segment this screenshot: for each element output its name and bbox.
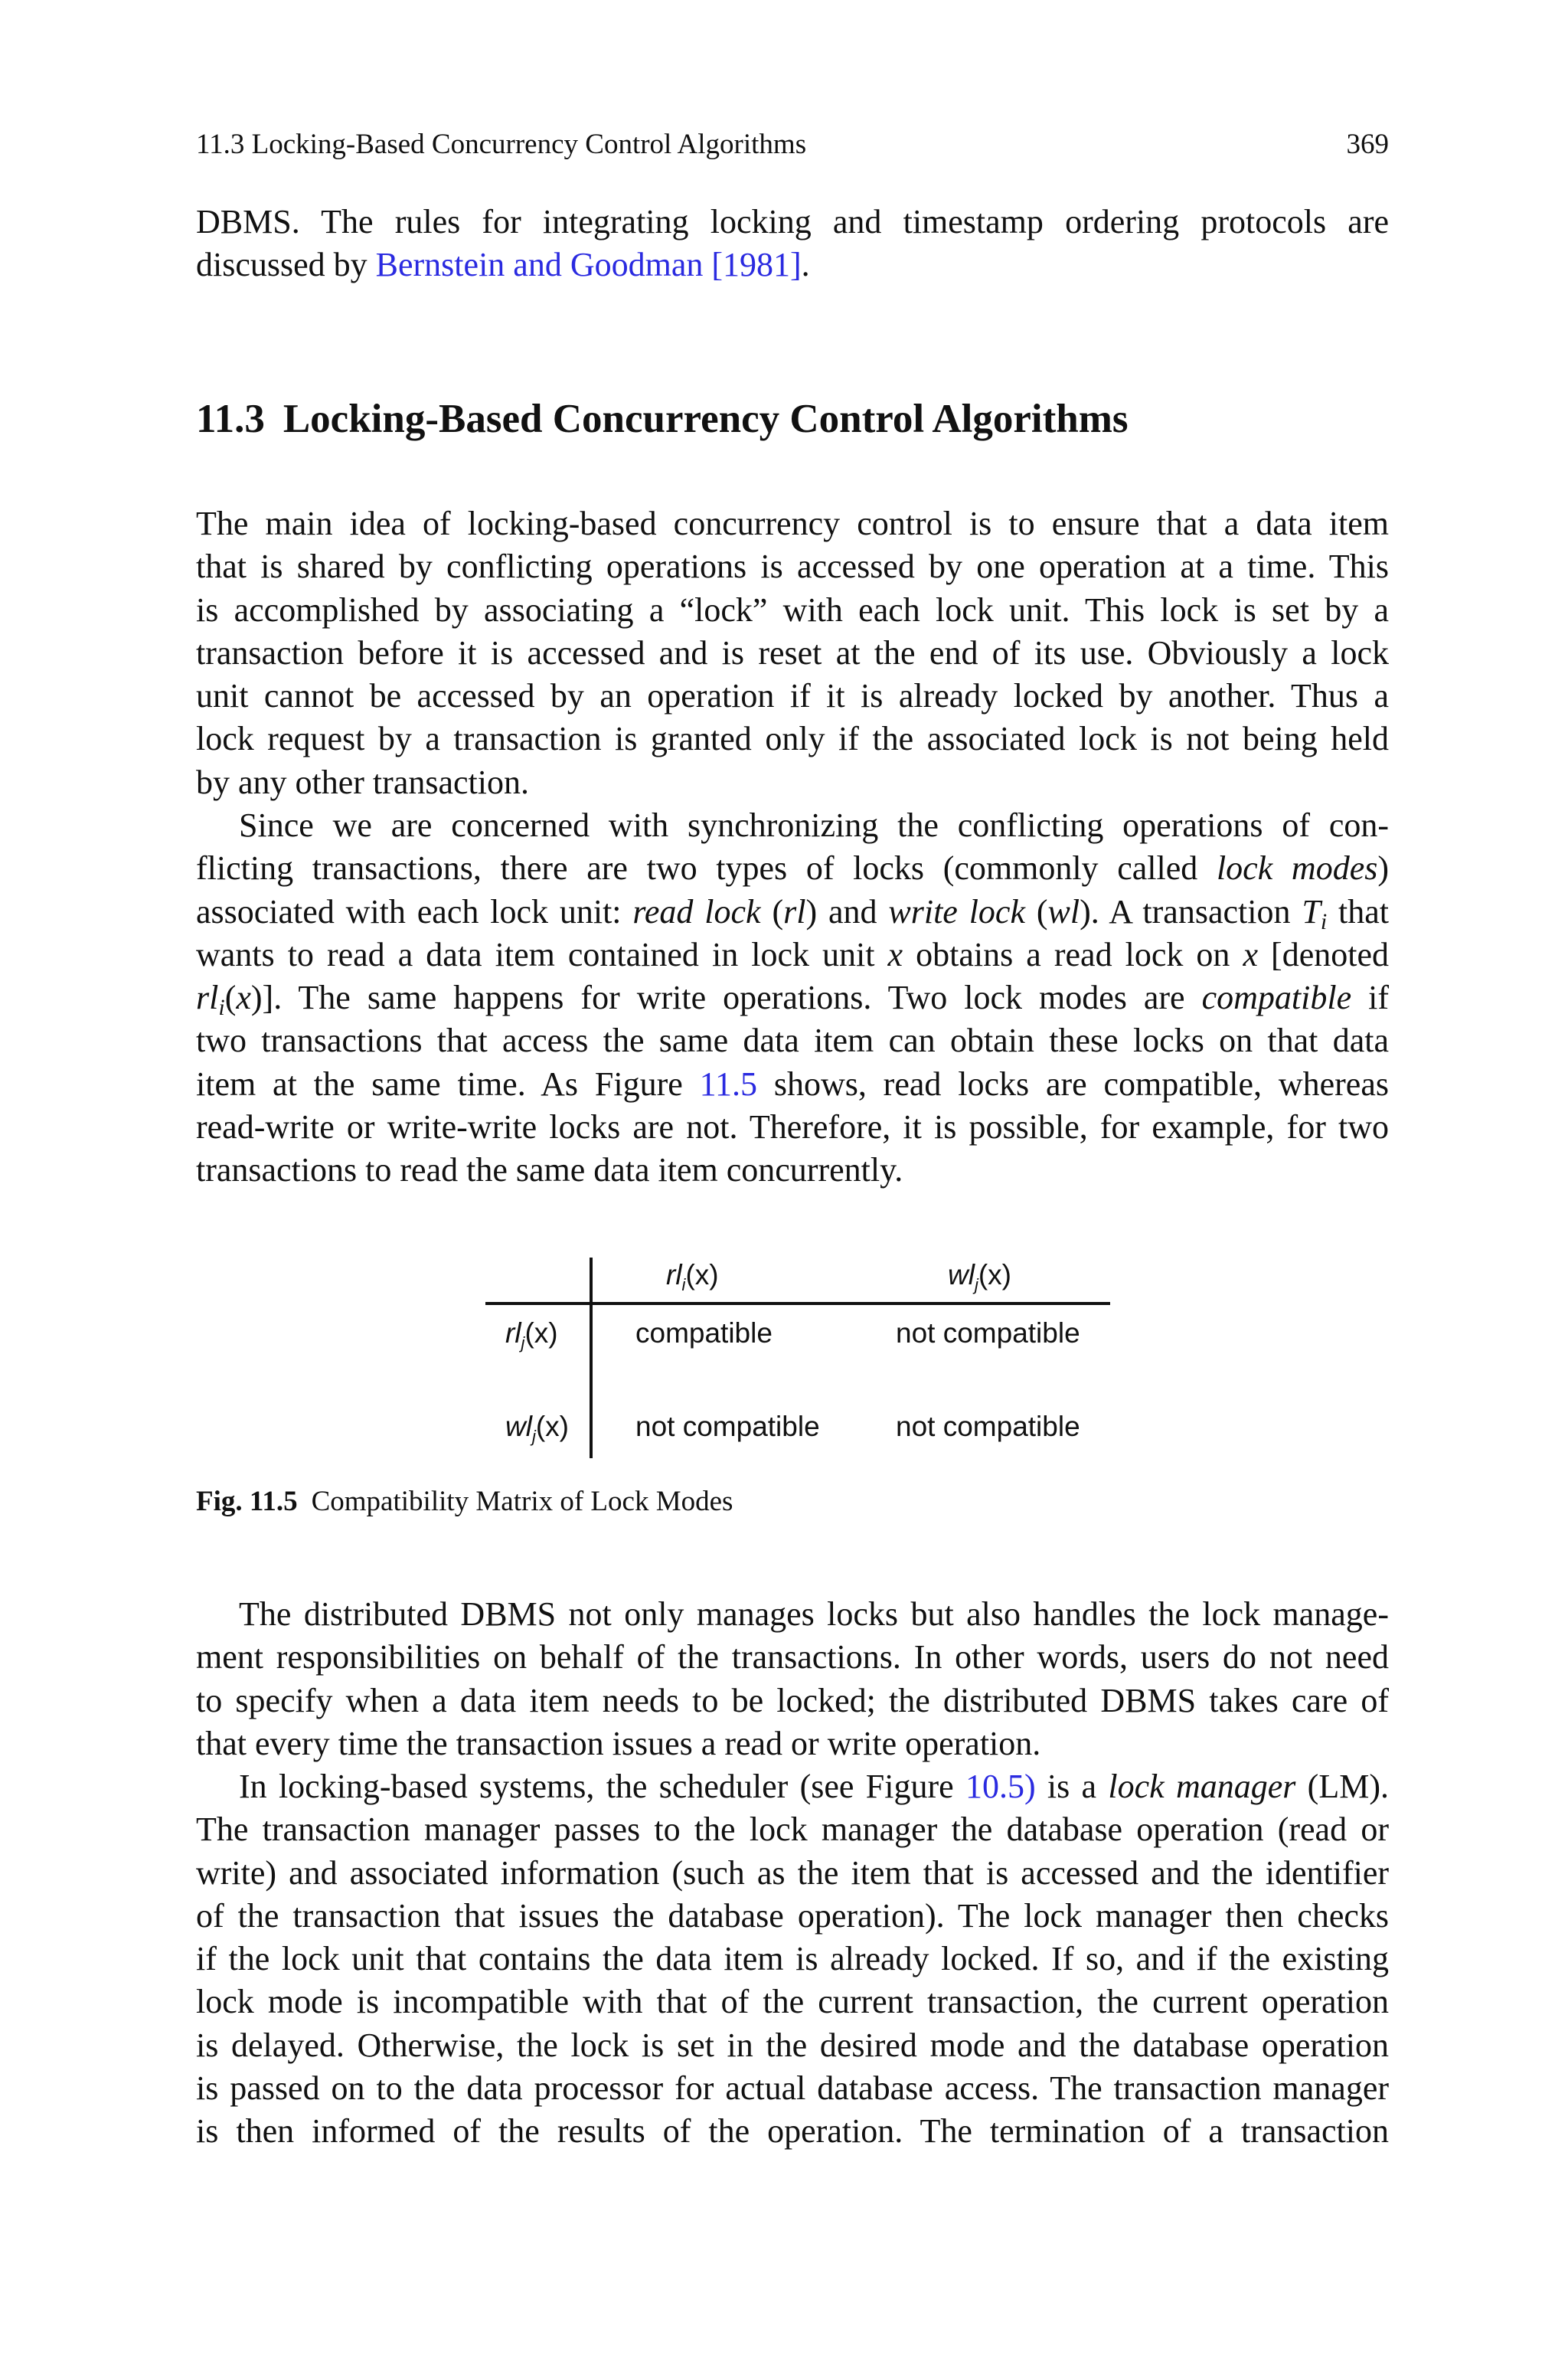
text-line: write) and associated information (such as the item that is accessed and the identifier [196, 1853, 1389, 1892]
running-header [196, 126, 1389, 164]
text-line: by any other transaction. [196, 763, 529, 801]
matrix-row-header-read-lock: $rl_j(x)$ [505, 1317, 558, 1353]
section-heading [196, 392, 1129, 446]
paragraph-locking-idea [196, 502, 1389, 804]
paragraph-lock-management [196, 1593, 1389, 1765]
text-line: ment responsibilities on behalf of the transactions. In other words, users do not need [196, 1638, 1389, 1676]
text-line: two transactions that access the same data item can obtain these locks on that data [196, 1022, 1389, 1060]
intro-line-1: DBMS. The rules for integrating locking and timestamp ordering protocols are [196, 203, 1389, 240]
text-line: to specify when a data item needs to be locked; the distributed DBMS takes care of [196, 1681, 1389, 1719]
figure-label: Fig. 11.5 [196, 1486, 298, 1517]
text-line: The transaction manager passes to the lock manager the database operation (read or [196, 1810, 1389, 1849]
paragraph-lock-modes [196, 804, 1389, 1192]
matrix-horizontal-rule [485, 1302, 1110, 1305]
figure-link-10-5[interactable]: 10.5) [965, 1768, 1036, 1805]
running-title: 11.3 Locking-Based Concurrency Control Algorithms [196, 129, 807, 160]
text-line: that every time the transaction issues a read or write operation. [196, 1724, 1041, 1762]
text-line: lock request by a transaction is granted only if the associated lock is not being held [196, 720, 1389, 758]
text-line: that is shared by conflicting operations is accessed by one operation at a time. This [196, 548, 1389, 586]
text-line: transactions to read the same data item concurrently. [196, 1151, 903, 1189]
text-line: is then informed of the results of the operation. The termination of a transaction [196, 2112, 1389, 2151]
matrix-col-header-write-lock: $wl_j(x)$ [948, 1259, 1011, 1294]
paragraph-lock-manager [196, 1765, 1389, 2154]
matrix-row-header-write-lock: $wl_j(x)$ [505, 1411, 569, 1446]
matrix-cell-wl-rl: not compatible [635, 1411, 820, 1442]
text-line: Since we are concerned with synchronizing the conflicting operations of con- [239, 806, 1389, 844]
text-line: wants to read a data item contained in lock unit x obtains a read lock on x [denoted [196, 935, 1389, 973]
matrix-cell-rl-rl: compatible [635, 1317, 773, 1349]
matrix-col-header-read-lock: $rl_i(x)$ [666, 1259, 719, 1294]
section-title: Locking-Based Concurrency Control Algorithms [283, 397, 1129, 441]
matrix-cell-rl-wl: not compatible [896, 1317, 1080, 1349]
figure-caption [196, 1483, 733, 1521]
intro-line-2: discussed by Bernstein and Goodman [1981]. [196, 246, 810, 284]
citation-link-bernstein-goodman[interactable]: Bernstein and Goodman [1981] [375, 246, 802, 284]
matrix-vertical-rule [590, 1258, 593, 1458]
figure-link-11-5[interactable]: 11.5 [699, 1065, 757, 1103]
intro-paragraph [196, 201, 1389, 287]
page-number: 369 [1346, 129, 1389, 160]
text-line: The main idea of locking-based concurrency control is to ensure that a data item [196, 505, 1389, 542]
text-line: associated with each lock unit: read lock (rl) and write lock (wl). A transaction $T_i$ that [196, 892, 1390, 934]
text-line: unit cannot be accessed by an operation if it is already locked by another. Thus a [196, 677, 1389, 715]
text-line: In locking-based systems, the scheduler (see Figure 10.5) is a lock manager (LM). [239, 1768, 1389, 1805]
compatibility-matrix [475, 1248, 1102, 1463]
text-line: flicting transactions, there are two types of locks (commonly called lock modes) [196, 849, 1389, 888]
text-line: is passed on to the data processor for actual database access. The transaction manager [196, 2069, 1389, 2108]
section-number: 11.3 [196, 397, 265, 441]
text-line: $rl_i(x)$]. The same happens for write operations. Two lock modes are compatible if [196, 979, 1389, 1021]
text-line: if the lock unit that contains the data item is already locked. If so, and if the existing [196, 1940, 1389, 1978]
text-line: is delayed. Otherwise, the lock is set in the desired mode and the database operation [196, 2026, 1389, 2064]
text-line: item at the same time. As Figure 11.5 shows, read locks are compatible, whereas [196, 1065, 1389, 1103]
text-line: The distributed DBMS not only manages locks but also handles the lock manage- [239, 1595, 1389, 1633]
text-line: read-write or write-write locks are not. Therefore, it is possible, for example, for two [196, 1108, 1389, 1146]
text-line: of the transaction that issues the database operation). The lock manager then checks [196, 1896, 1389, 1935]
figure-caption-text: Compatibility Matrix of Lock Modes [311, 1486, 733, 1517]
text-line: is accomplished by associating a “lock” with each lock unit. This lock is set by a [196, 590, 1389, 629]
text-line: transaction before it is accessed and is reset at the end of its use. Obviously a lock [196, 633, 1389, 672]
matrix-cell-wl-wl: not compatible [896, 1411, 1080, 1442]
text-line: lock mode is incompatible with that of the current transaction, the current operation [196, 1983, 1389, 2021]
